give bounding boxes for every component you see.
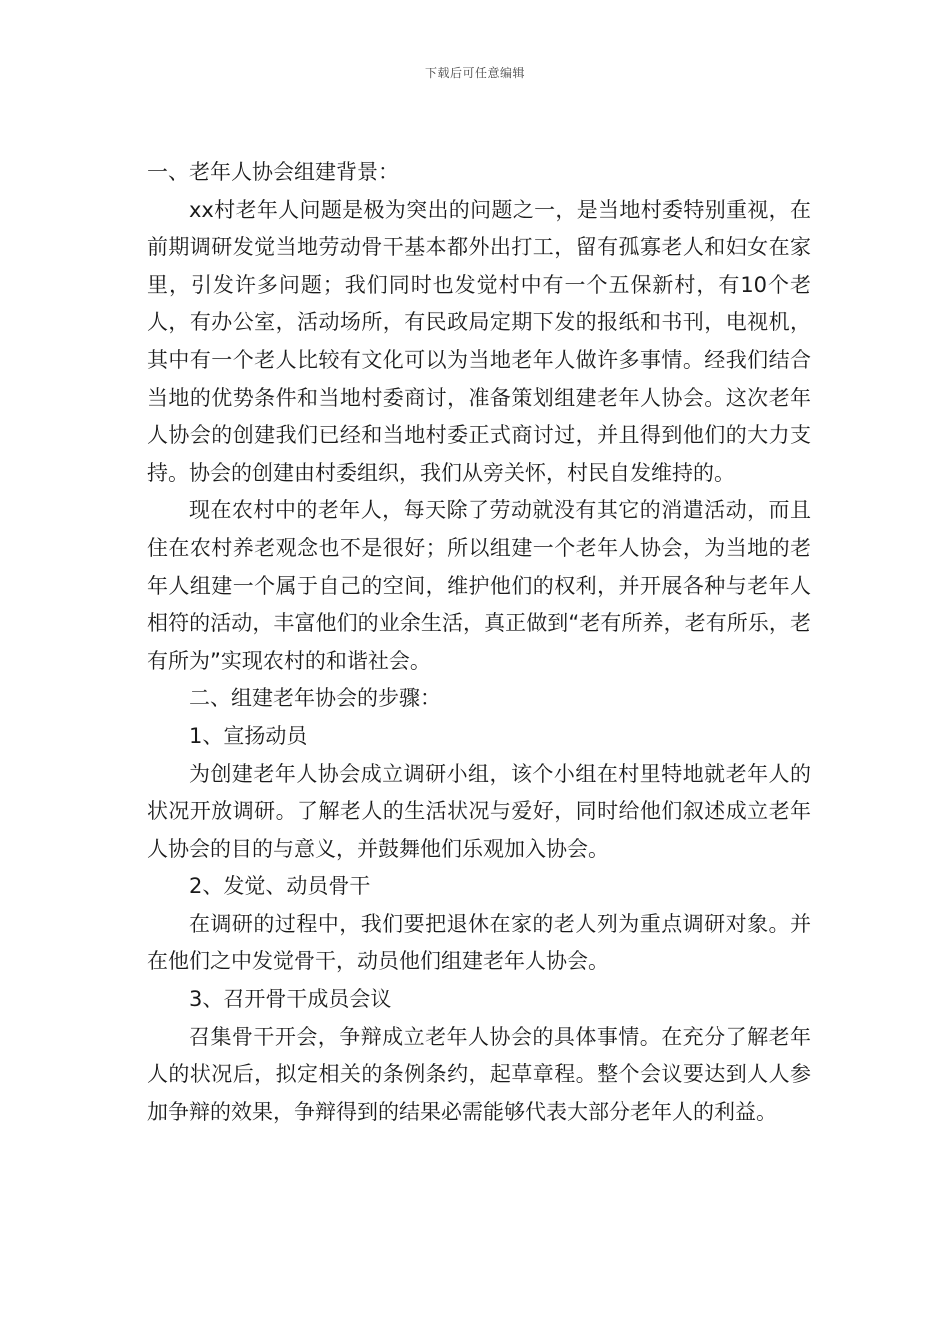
document-body <box>147 154 811 1131</box>
section-heading-background: 一、老年人协会组建背景： <box>147 160 399 184</box>
section-heading-steps: 二、组建老年协会的步骤： <box>189 686 441 711</box>
paragraph-background: xx村老年人问题是极为突出的问题之一，是当地村委特别重视，在前期调研发觉当地劳动骨干基本都外出打工，留有孤寡老人和妇女在家里，引发许多问题；我们同时也发觉村中有一个五保新村，有10个老人，有办公室，活动场所，有民政局定期下发的报纸和书刊，电视机，其中有一个老人比较有文化可以为当地老年人做许多事情。经我们结合当地的优势条件和当地村委商讨，准备策划组建老年人协会。这次老年人协会的创建我们已经和当地村委正式商讨过，并且得到他们的大力支持。协会的创建由村委组织，我们从旁关怀，村民自发维持的。 <box>147 197 811 485</box>
page-header: 下载后可任意编辑 <box>424 66 525 80</box>
step-heading-1: 1、宣扬动员 <box>189 723 308 748</box>
paragraph-step-3: 召集骨干开会，争辩成立老年人协会的具体事情。在充分了解老年人的状况后，拟定相关的条例条约，起草章程。整个会议要达到人人参加争辩的效果，争辩得到的结果必需能够代表大部分老年人的利益。 <box>147 1024 811 1124</box>
step-heading-2: 2、发觉、动员骨干 <box>189 874 371 899</box>
paragraph-step-1: 为创建老年人协会成立调研小组，该个小组在村里特地就老年人的状况开放调研。了解老人的生活状况与爱好，同时给他们叙述成立老年人协会的目的与意义，并鼓舞他们乐观加入协会。 <box>147 761 811 861</box>
paragraph-step-2: 在调研的过程中，我们要把退休在家的老人列为重点调研对象。并在他们之中发觉骨干，动员他们组建老年人协会。 <box>147 911 811 974</box>
step-heading-3: 3、召开骨干成员会议 <box>189 987 392 1012</box>
paragraph-purpose: 现在农村中的老年人，每天除了劳动就没有其它的消遣活动，而且住在农村养老观念也不是很好；所以组建一个老年人协会，为当地的老年人组建一个属于自己的空间，维护他们的权利，并开展各种与老年人相符的活动，丰富他们的业余生活，真正做到“老有所养，老有所乐，老有所为”实现农村的和谐社会。 <box>147 498 811 673</box>
